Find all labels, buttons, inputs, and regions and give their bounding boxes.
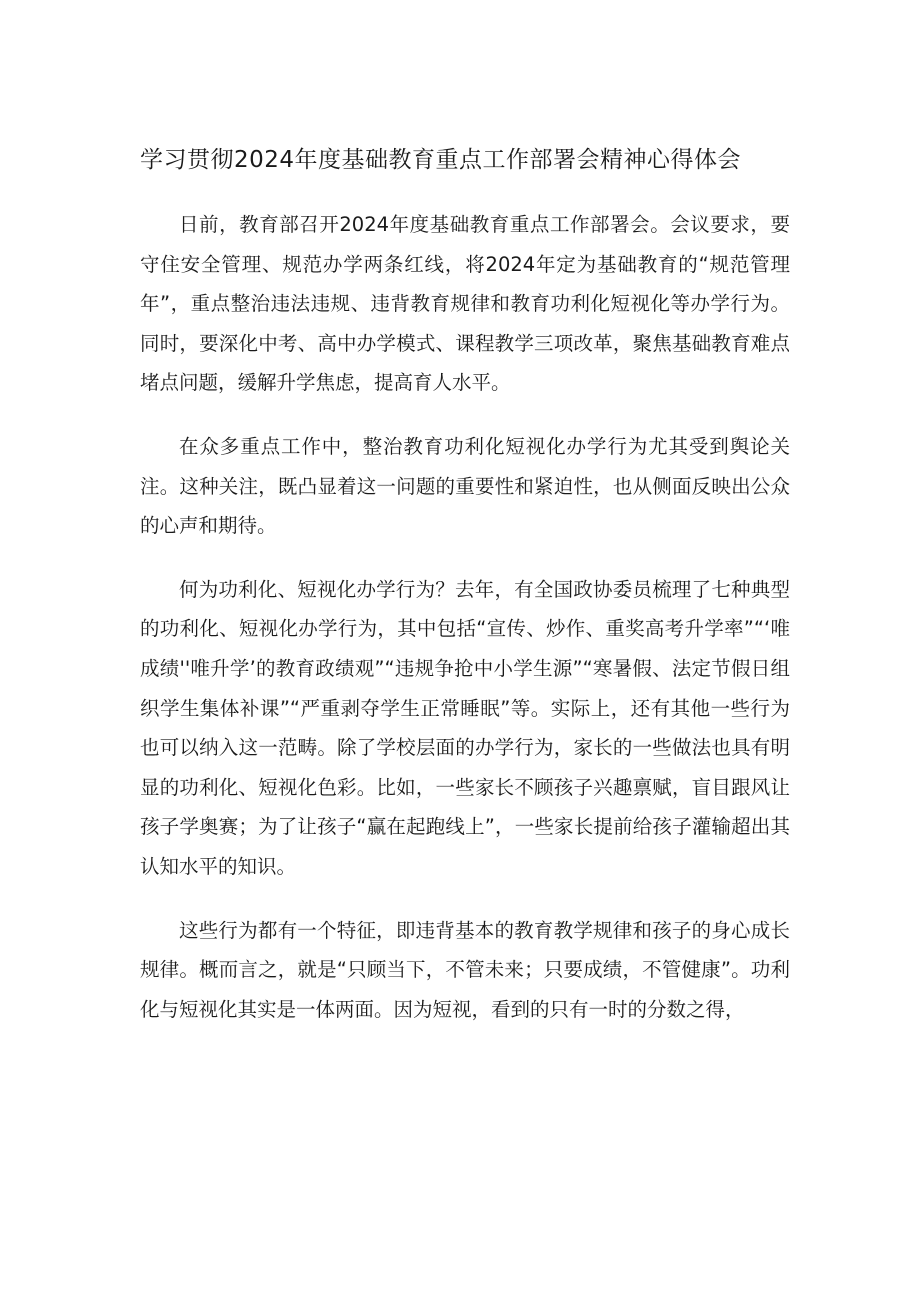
paragraph-1: 日前，教育部召开2024年度基础教育重点工作部署会。会议要求，要守住安全管理、规范办学两条红线，将2024年定为基础教育的“规范管理年”，重点整治违法违规、违背教育规律和教育功利化短视化等办学行为。同时，要深化中考、高中办学模式、课程教学三项改革，聚焦基础教育难点堵点问题，缓解升学焦虑，提高育人水平。 bbox=[140, 213, 790, 395]
paragraph-2: 在众多重点工作中，整治教育功利化短视化办学行为尤其受到舆论关注。这种关注，既凸显着这一问题的重要性和紧迫性，也从侧面反映出公众的心声和期待。 bbox=[140, 434, 790, 538]
document-body bbox=[140, 205, 790, 1053]
paragraph-3: 何为功利化、短视化办学行为？去年，有全国政协委员梳理了七种典型的功利化、短视化办学行为，其中包括“宣传、炒作、重奖高考升学率”“‘唯成绩''唯升学’的教育政绩观”“违规争抢中小学生源”“寒暑假、法定节假日组织学生集体补课”“严重剥夺学生正常睡眠”等。实际上，还有其他一些行为也可以纳入这一范畴。除了学校层面的办学行为，家长的一些做法也具有明显的功利化、短视化色彩。比如，一些家长不顾孩子兴趣禀赋，盲目跟风让孩子学奥赛；为了让孩子“赢在起跑线上”，一些家长提前给孩子灌输超出其认知水平的知识。 bbox=[140, 577, 790, 878]
document-title: 学习贯彻2024年度基础教育重点工作部署会精神心得体会 bbox=[140, 147, 742, 173]
paragraph-4: 这些行为都有一个特征，即违背基本的教育教学规律和孩子的身心成长规律。概而言之，就是“只顾当下，不管未来；只要成绩，不管健康”。功利化与短视化其实是一体两面。因为短视，看到的只有一时的分数之得， bbox=[140, 918, 790, 1021]
